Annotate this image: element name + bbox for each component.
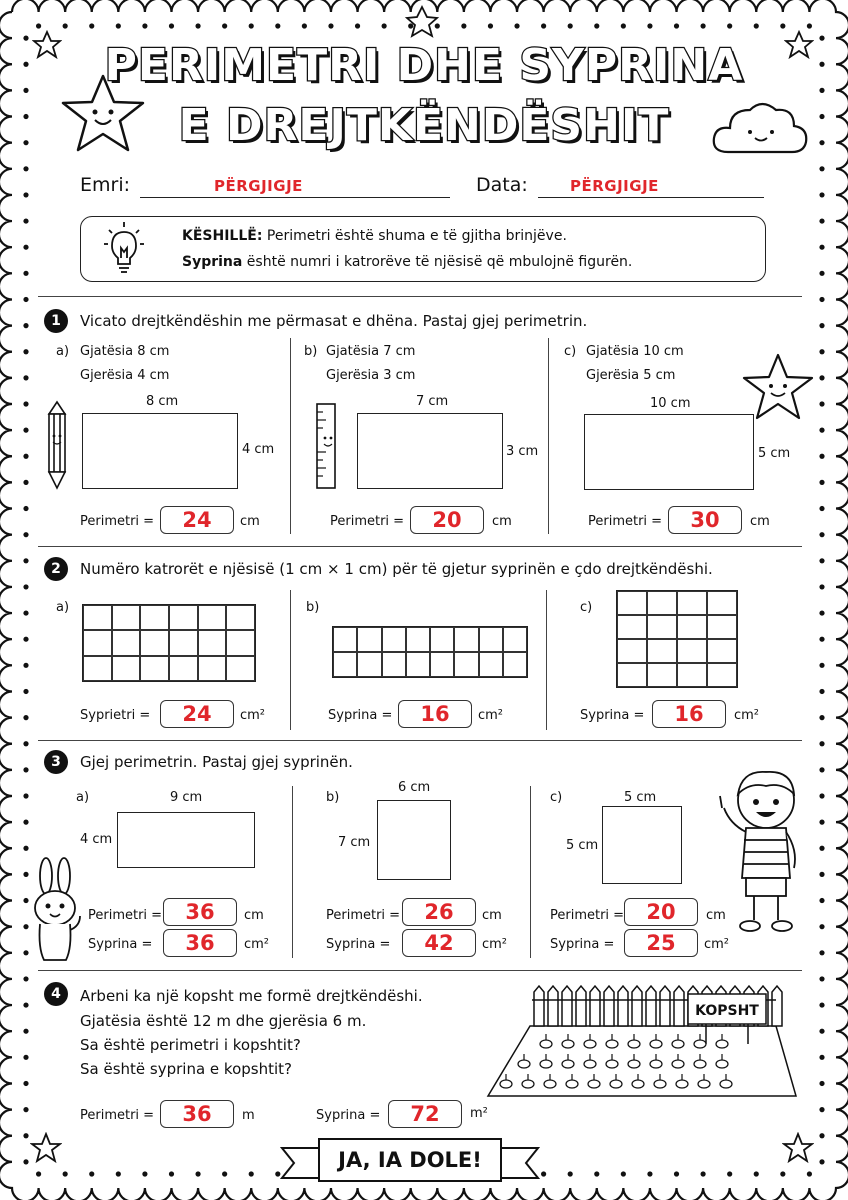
unit-square xyxy=(83,630,112,655)
q3-c-rectangle xyxy=(602,806,682,884)
q4-line-3: Sa është perimetri i kopshtit? xyxy=(80,1036,301,1054)
q2-a-grid xyxy=(82,604,256,682)
tip-line-1-text: Perimetri është shuma e të gjitha brinjëve. xyxy=(262,228,567,244)
q1-b-side-dim: 3 cm xyxy=(506,444,539,459)
column-divider xyxy=(290,338,291,534)
q3-a-s-unit: cm² xyxy=(244,937,270,952)
unit-square xyxy=(382,652,406,677)
date-value: PËRGJIGJE xyxy=(570,177,659,195)
q3-c-s-label: Syprina = xyxy=(550,937,615,952)
q3-c-p-label: Perimetri = xyxy=(550,908,625,923)
unit-square xyxy=(503,627,527,652)
unit-square xyxy=(503,652,527,677)
unit-square xyxy=(479,652,503,677)
q2-b-letter: b) xyxy=(306,600,320,615)
unit-square xyxy=(112,630,141,655)
tip-line-2-text: është numri i katrorëve të njësisë që mbulojnë figurën. xyxy=(242,254,633,270)
page-title-line-2: E DREJTKËNDËSHIT xyxy=(178,100,670,151)
q3-c-side-dim: 5 cm xyxy=(566,838,599,853)
tip-line-1 xyxy=(182,228,567,244)
unit-square xyxy=(479,627,503,652)
name-value: PËRGJIGJE xyxy=(214,177,303,195)
q2-c-unit: cm² xyxy=(734,708,760,723)
q3-c-s-unit: cm² xyxy=(704,937,730,952)
unit-square xyxy=(140,605,169,630)
unit-square xyxy=(333,627,357,652)
q1-a-label: Perimetri = xyxy=(80,514,155,529)
q3-b-p-answer[interactable]: 26 xyxy=(402,898,476,926)
unit-square xyxy=(226,630,255,655)
unit-square xyxy=(677,615,707,639)
unit-square xyxy=(647,639,677,663)
tip-label: KËSHILLË: xyxy=(182,228,263,244)
unit-square xyxy=(430,627,454,652)
q1-c-top-dim: 10 cm xyxy=(650,396,691,411)
garden-icon xyxy=(484,984,800,1102)
q3-b-top-dim: 6 cm xyxy=(398,780,431,795)
ruler-icon xyxy=(314,402,338,490)
q3-b-p-label: Perimetri = xyxy=(326,908,401,923)
star-icon xyxy=(30,1132,62,1164)
unit-square xyxy=(357,627,381,652)
unit-square xyxy=(226,656,255,681)
q2-a-answer[interactable]: 24 xyxy=(160,700,234,728)
q4-s-unit: m² xyxy=(470,1106,488,1121)
q3-a-s-answer[interactable]: 36 xyxy=(163,929,237,957)
unit-square xyxy=(140,630,169,655)
q3-a-letter: a) xyxy=(76,790,90,805)
q1-b-width: Gjerësia 3 cm xyxy=(326,368,416,383)
unit-square xyxy=(677,663,707,687)
q3-a-p-label: Perimetri = xyxy=(88,908,163,923)
q3-c-p-answer[interactable]: 20 xyxy=(624,898,698,926)
unit-square xyxy=(617,639,647,663)
unit-square xyxy=(617,591,647,615)
question-number-badge: 2 xyxy=(44,557,68,581)
question-number-badge: 4 xyxy=(44,982,68,1006)
unit-square xyxy=(169,605,198,630)
unit-square xyxy=(617,615,647,639)
q3-c-s-answer[interactable]: 25 xyxy=(624,929,698,957)
lightbulb-icon xyxy=(94,220,154,278)
q1-c-answer[interactable]: 30 xyxy=(668,506,742,534)
q1-a-width: Gjerësia 4 cm xyxy=(80,368,170,383)
q4-s-answer[interactable]: 72 xyxy=(388,1100,462,1128)
unit-square xyxy=(707,663,737,687)
q1-b-unit: cm xyxy=(492,514,512,529)
q3-a-side-dim: 4 cm xyxy=(80,832,113,847)
unit-square xyxy=(707,615,737,639)
boy-icon xyxy=(716,764,812,938)
q2-a-label: Syprietri = xyxy=(80,708,151,723)
q4-line-2: Gjatësia është 12 m dhe gjerësia 6 m. xyxy=(80,1012,367,1030)
tip-line-2 xyxy=(182,254,632,270)
q3-b-s-answer[interactable]: 42 xyxy=(402,929,476,957)
q1-b-label: Perimetri = xyxy=(330,514,405,529)
q1-c-length: Gjatësia 10 cm xyxy=(586,344,684,359)
smiling-star-icon xyxy=(740,352,816,422)
q3-b-side-dim: 7 cm xyxy=(338,835,371,850)
q3-c-p-unit: cm xyxy=(706,908,726,923)
q3-a-top-dim: 9 cm xyxy=(170,790,203,805)
divider xyxy=(38,546,802,547)
q2-a-letter: a) xyxy=(56,600,70,615)
unit-square xyxy=(198,605,227,630)
q1-c-width: Gjerësia 5 cm xyxy=(586,368,676,383)
question-number-badge: 1 xyxy=(44,309,68,333)
unit-square xyxy=(382,627,406,652)
q2-b-grid xyxy=(332,626,528,678)
q3-b-rectangle xyxy=(377,800,451,880)
question-2-text: Numëro katrorët e njësisë (1 cm × 1 cm) për të gjetur syprinën e çdo drejtkëndëshi. xyxy=(80,560,713,578)
q1-a-unit: cm xyxy=(240,514,260,529)
column-divider xyxy=(546,590,547,730)
q2-a-unit: cm² xyxy=(240,708,266,723)
q1-a-top-dim: 8 cm xyxy=(146,394,179,409)
q2-b-label: Syprina = xyxy=(328,708,393,723)
unit-square xyxy=(647,591,677,615)
q4-p-label: Perimetri = xyxy=(80,1108,155,1123)
q3-c-top-dim: 5 cm xyxy=(624,790,657,805)
banner-text: JA, IA DOLE! xyxy=(318,1138,502,1182)
unit-square xyxy=(677,591,707,615)
page-title-line-1: PERIMETRI DHE SYPRINA xyxy=(104,40,744,91)
q1-a-rectangle[interactable] xyxy=(82,413,238,489)
q3-b-p-unit: cm xyxy=(482,908,502,923)
divider xyxy=(38,296,802,297)
unit-square xyxy=(333,652,357,677)
q4-p-answer[interactable]: 36 xyxy=(160,1100,234,1128)
unit-square xyxy=(226,605,255,630)
unit-square xyxy=(454,627,478,652)
unit-square xyxy=(140,656,169,681)
q2-c-label: Syprina = xyxy=(580,708,645,723)
q4-s-label: Syprina = xyxy=(316,1108,381,1123)
garden-sign-text: KOPSHT xyxy=(695,1003,759,1019)
unit-square xyxy=(357,652,381,677)
q1-b-top-dim: 7 cm xyxy=(416,394,449,409)
q3-c-letter: c) xyxy=(550,790,563,805)
q1-c-side-dim: 5 cm xyxy=(758,446,791,461)
q1-b-letter: b) xyxy=(304,344,318,359)
q2-b-answer[interactable]: 16 xyxy=(398,700,472,728)
q1-c-label: Perimetri = xyxy=(588,514,663,529)
unit-square xyxy=(707,591,737,615)
bunny-icon xyxy=(26,856,86,968)
column-divider xyxy=(548,338,549,534)
q1-c-unit: cm xyxy=(750,514,770,529)
question-3-text: Gjej perimetrin. Pastaj gjej syprinën. xyxy=(80,753,353,771)
unit-square xyxy=(83,656,112,681)
q1-a-side-dim: 4 cm xyxy=(242,442,275,457)
q1-c-letter: c) xyxy=(564,344,577,359)
unit-square xyxy=(707,639,737,663)
tip-box xyxy=(80,216,766,282)
star-icon xyxy=(782,1132,814,1164)
column-divider xyxy=(290,590,291,730)
q2-b-unit: cm² xyxy=(478,708,504,723)
q3-b-s-unit: cm² xyxy=(482,937,508,952)
q4-line-4: Sa është syprina e kopshtit? xyxy=(80,1060,292,1078)
question-1-text: Vicato drejtkëndëshin me përmasat e dhëna. Pastaj gjej perimetrin. xyxy=(80,312,588,330)
q3-a-s-label: Syprina = xyxy=(88,937,153,952)
name-label: Emri: xyxy=(80,174,131,196)
star-icon xyxy=(404,4,440,40)
unit-square xyxy=(406,652,430,677)
q2-c-answer[interactable]: 16 xyxy=(652,700,726,728)
unit-square xyxy=(677,639,707,663)
unit-square xyxy=(112,656,141,681)
unit-square xyxy=(647,663,677,687)
q3-b-s-label: Syprina = xyxy=(326,937,391,952)
column-divider xyxy=(292,786,293,958)
q3-a-p-unit: cm xyxy=(244,908,264,923)
unit-square xyxy=(169,656,198,681)
unit-square xyxy=(454,652,478,677)
unit-square xyxy=(647,615,677,639)
unit-square xyxy=(198,656,227,681)
tip-line-2-bold: Syprina xyxy=(182,254,243,270)
q1-b-rectangle[interactable] xyxy=(357,413,503,489)
q2-c-grid xyxy=(616,590,738,688)
unit-square xyxy=(169,630,198,655)
unit-square xyxy=(112,605,141,630)
column-divider xyxy=(530,786,531,958)
q1-a-answer[interactable]: 24 xyxy=(160,506,234,534)
unit-square xyxy=(198,630,227,655)
q1-b-length: Gjatësia 7 cm xyxy=(326,344,416,359)
unit-square xyxy=(83,605,112,630)
unit-square xyxy=(617,663,647,687)
unit-square xyxy=(430,652,454,677)
pencil-icon xyxy=(44,400,70,490)
q3-b-letter: b) xyxy=(326,790,340,805)
q1-b-answer[interactable]: 20 xyxy=(410,506,484,534)
q1-a-length: Gjatësia 8 cm xyxy=(80,344,170,359)
divider xyxy=(38,970,802,971)
q1-c-rectangle[interactable] xyxy=(584,414,754,490)
q3-a-p-answer[interactable]: 36 xyxy=(163,898,237,926)
divider xyxy=(38,740,802,741)
date-label: Data: xyxy=(476,174,528,196)
q1-a-letter: a) xyxy=(56,344,70,359)
q4-p-unit: m xyxy=(242,1108,255,1123)
q3-a-rectangle xyxy=(117,812,255,868)
unit-square xyxy=(406,627,430,652)
q4-line-1: Arbeni ka një kopsht me formë drejtkëndëshi. xyxy=(80,987,423,1005)
question-number-badge: 3 xyxy=(44,750,68,774)
q2-c-letter: c) xyxy=(580,600,593,615)
